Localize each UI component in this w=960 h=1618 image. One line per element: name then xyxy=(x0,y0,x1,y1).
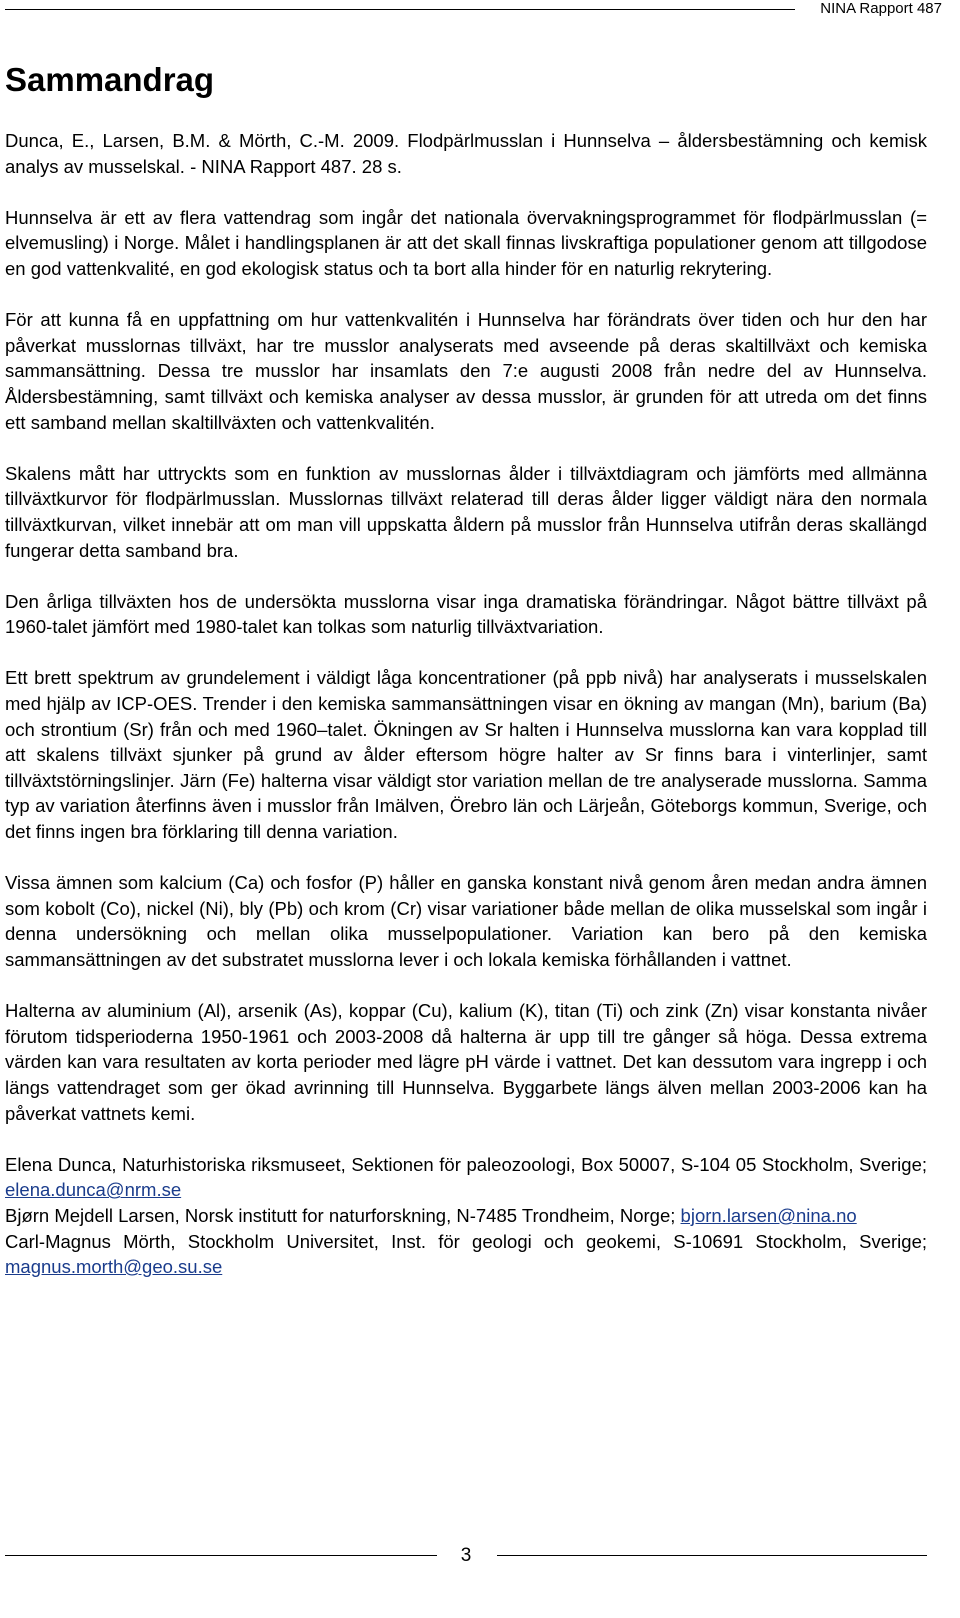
footer-rule-right xyxy=(497,1555,927,1556)
paragraph-5: Ett brett spektrum av grundelement i väldigt låga koncentrationer (på ppb nivå) har analyserats i musselskalen med hjälp av ICP-OES. Trender i den kemiska sammansättningen visar en ökning av mangan (Mn), barium (Ba) och strontium (Sr) från och med 1960–talet. Ökningen av Sr halten i Hunnselva musslorna kan vara kopplad till att skalens tillväxt sjunker på grund av ålder eftersom högre halter av Sr finns bara i vinterlinjer, samt tillväxtstörningslinjer. Järn (Fe) halterna visar väldigt stor variation mellan de tre analyserade musslorna. Samma typ av variation återfinns även i musslor från Imälven, Örebro län och Lärjeån, Göteborgs kommun, Sverige, och det finns ingen bra förklaring till denna variation. xyxy=(5,667,927,843)
paragraph-6: Vissa ämnen som kalcium (Ca) och fosfor (P) håller en ganska konstant nivå genom åren medan andra ämnen som kobolt (Co), nickel (Ni), bly (Pb) och krom (Cr) visar variationer både mellan de olika musselskal som ingår i denna undersökning och mellan olika musselpopulationer. Variation kan bero på den kemiska sammansättningen av det substratet musslorna lever i och lokala kemiska förhållanden i vattnet. xyxy=(5,872,927,970)
document-body xyxy=(5,128,927,1280)
page-title: Sammandrag xyxy=(5,61,215,98)
report-label: NINA Rapport 487 xyxy=(820,0,942,17)
author-larsen-text: Bjørn Mejdell Larsen, Norsk institutt for naturforskning, N-7485 Trondheim, Norge; xyxy=(5,1204,681,1226)
email-link-morth[interactable]: magnus.morth@geo.su.se xyxy=(5,1256,223,1278)
page-number: 3 xyxy=(460,1545,472,1566)
email-link-larsen[interactable]: bjorn.larsen@nina.no xyxy=(680,1204,857,1226)
author-larsen xyxy=(5,1203,927,1229)
paragraph-3: Skalens mått har uttryckts som en funktion av musslornas ålder i tillväxtdiagram och jämförts med allmänna tillväxtkurvor för flodpärlmusslan. Musslornas tillväxt relaterad till deras ålder ligger väldigt nära den normala tillväxtkurvan, vilket innebär att om man vill uppskatta åldern på musslor från Hunnselva utifrån deras skallängd fungerar detta samband bra. xyxy=(5,462,927,561)
paragraph-2: För att kunna få en uppfattning om hur vattenkvalitén i Hunnselva har förändrats över tiden och hur den har påverkat musslornas tillväxt, har tre musslor analyserats med avseende på deras skaltillväxt och kemiska sammansättning. Dessa tre musslor har insamlats den 7:e augusti 2008 från nedre del av Hunnselva. Åldersbestämning, samt tillväxt och kemiska analyser av dessa musslor, är grunden för att utreda om det finns ett samband mellan skaltillväxten och vattenkvalitén. xyxy=(5,309,927,433)
paragraph-1: Hunnselva är ett av flera vattendrag som ingår det nationala övervakningsprogrammet för flodpärlmusslan (= elvemusling) i Norge. Målet i handlingsplanen är att det skall finnas livskraftiga populationer genom att tillgodose en god vattenkvalité, en god ekologisk status och ta bort alla hinder för en naturlig rekrytering. xyxy=(5,206,927,279)
paragraph-4: Den årliga tillväxten hos de undersökta musslorna visar inga dramatiska förändringar. Något bättre tillväxt på 1960-talet jämfört med 1980-talet kan tolkas som naturlig tillväxtvariation. xyxy=(5,590,927,638)
email-link-dunca[interactable]: elena.dunca@nrm.se xyxy=(5,1179,182,1201)
header-rule xyxy=(5,9,795,10)
author-dunca xyxy=(5,1152,927,1203)
citation: Dunca, E., Larsen, B.M. & Mörth, C.-M. 2009. Flodpärlmusslan i Hunnselva – åldersbestämning och kemisk analys av musselskal. - NINA Rapport 487. 28 s. xyxy=(5,130,927,177)
footer-rule-left xyxy=(5,1555,437,1556)
paragraph-7: Halterna av aluminium (Al), arsenik (As), koppar (Cu), kalium (K), titan (Ti) och zink (Zn) visar konstanta nivåer förutom tidsperioderna 1950-1961 och 2003-2008 då halterna är upp till tre gånger så höga. Dessa extrema värden kan vara resultaten av korta perioder med lägre pH värde i vattnet. Det kan dessutom vara ingrepp i och längs vattendraget som ger ökad avrinning till Hunnselva. Byggarbete längs älven mellan 2003-2006 kan ha påverkat vattnets kemi. xyxy=(5,1000,927,1124)
author-dunca-text: Elena Dunca, Naturhistoriska riksmuseet, Sektionen för paleozoologi, Box 50007, S-104 05 Stockholm, Sverige; xyxy=(5,1153,927,1175)
author-morth xyxy=(5,1229,927,1280)
author-morth-text: Carl-Magnus Mörth, Stockholm Universitet, Inst. för geologi och geokemi, S-10691 Stockholm, Sverige; xyxy=(5,1230,927,1252)
